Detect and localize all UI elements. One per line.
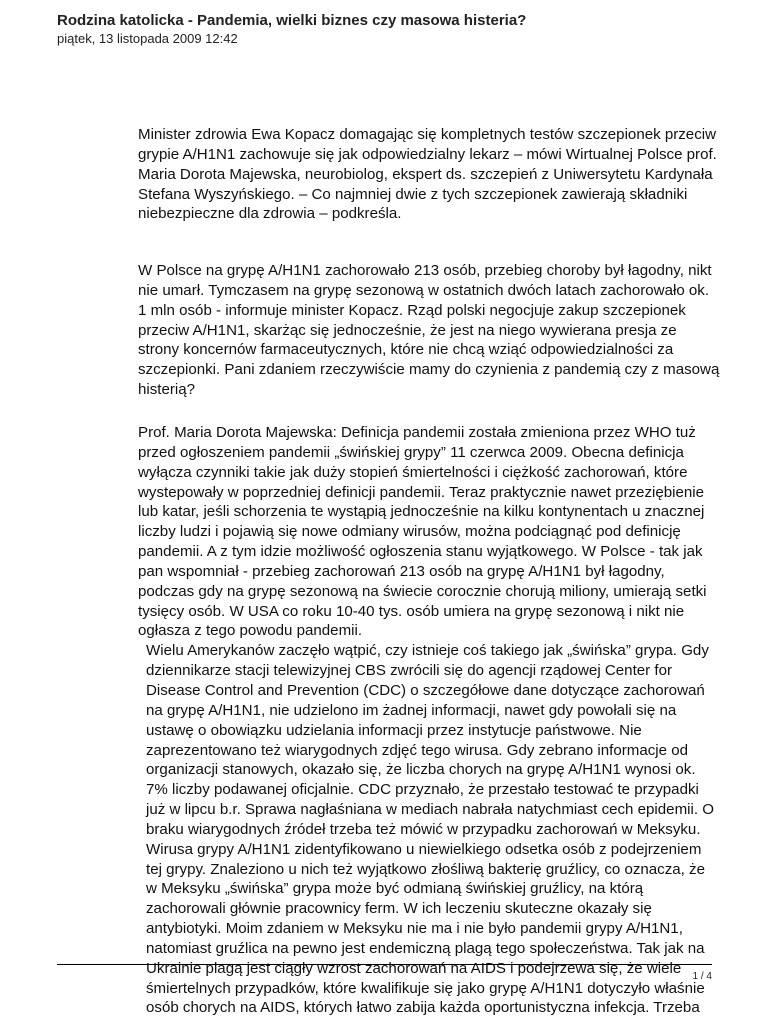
page-number: 1 / 4 bbox=[692, 971, 712, 982]
paragraph-question: W Polsce na grypę A/H1N1 zachorowało 213 osób, przebieg choroby był łagodny, nikt nie umarł. Tymczasem na grypę sezonową w ostatnich dwóch latach zachorowało ok. 1 mln osób - informuje minister Kopacz. Rząd polski negocjuje zakup szczepionek przeciw A/H1N1, skarżąc się jednocześnie, że jest na niego wywierana presja ze strony koncernów farmaceutycznych, które nie chcą wziąć odpowiedzialności za szczepionki. Pani zdaniem rzeczywiście mamy do czynienia z pandemią czy z masową histerią? bbox=[138, 262, 720, 399]
answer-part-2: Wielu Amerykanów zaczęło wątpić, czy istnieje coś takiego jak „świńska” grypa. Gdy dziennikarze stacji telewizyjnej CBS zwrócili się do agencji rządowej Center for Disease Control and Prevention (CDC) o szczegółowe dane dotyczące zachorowań na grypę A/H1N1, nie udzielono im żadnej informacji, nawet gdy powołali się na ustawę o obowiązku udzielania informacji przez instytucje państwowe. Nie zaprezentowano też wiarygodnych zdjęć tego wirusa. Gdy zebrano informacje od organizacji stanowych, okazało się, że liczba chorych na grypę A/H1N1 wynosi ok. 7% liczby podawanej oficjalnie. CDC przyznało, że przestało testować te przypadki już w lipcu b.r. Sprawa nagłaśniana w mediach nabrała natychmiast cech epidemii. O braku wiarygodnych źródeł trzeba też mówić w przypadku zachorowań w Meksyku. Wirusa grypy A/H1N1 zidentyfikowano u niewielkiego odsetka osób z podejrzeniem tej grypy. Znaleziono u nich też wyjątkowo złośliwą bakterię gruźlicy, co oznacza, że w Meksyku „świńska” grypa może być odmianą świńskiej gruźlicy, na którą zachorowali głównie pracownicy ferm. W ich leczeniu skuteczne okazały się antybiotyki. Moim zdaniem w Meksyku nie ma i nie było pandemii grypy A/H1N1, natomiast gruźlica na pewno jest endemiczną plagą tego społeczeństwa. Tak jak na Ukrainie plagą jest ciągły wzrost zachorowań na AIDS i podejrzewa się, że wiele śmiertelnych przypadków, które kwalifikuje się jako grypę A/H1N1 dotyczyło właśnie osób chorych na AIDS, których łatwo zabija każda oportunistyczna infekcja. Trzeba bbox=[146, 642, 714, 1017]
paragraph-intro: Minister zdrowia Ewa Kopacz domagając się kompletnych testów szczepionek przeciw grypie A/H1N1 zachowuje się jak odpowiedzialny lekarz – mówi Wirtualnej Polsce prof. Maria Dorota Majewska, neurobiolog, ekspert ds. szczepień z Uniwersytetu Kardynała Stefana Wyszyńskiego. – Co najmniej dwie z tych szczepionek zawierają składniki niebezpieczne dla zdrowia – podkreśla. bbox=[138, 126, 717, 223]
paragraph-answer bbox=[138, 423, 720, 1018]
footer-divider bbox=[57, 964, 712, 965]
answer-part-1: Prof. Maria Dorota Majewska: Definicja pandemii została zmieniona przez WHO tuż przed ogłoszeniem pandemii „świńskiej grypy” 11 czerwca 2009. Obecna definicja wyłącza czynniki takie jak duży stopień śmiertelności i ciężkość zachorowań, które wystepowały w poprzedniej definicji pandemii. Teraz praktycznie nawet przeziębienie lub katar, jeśli schorzenia te wystąpią jednocześnie na kilku kontynentach u znacznej liczby ludzi i pojawią się nowe odmiany wirusów, można podciągnąć pod definicję pandemii. A z tym idzie możliwość ogłoszenia stanu wyjątkowego. W Polsce - tak jak pan wspomniał - przebieg zachorowań 213 osób na grypę A/H1N1 był łagodny, podczas gdy na grypę sezonową na świecie corocznie chorują miliony, umierają setki tysięcy osób. W USA co roku 10-40 tys. osób umiera na grypę sezonową i nikt nie ogłasza z tego powodu pandemii. bbox=[138, 424, 707, 640]
publication-date: piątek, 13 listopada 2009 12:42 bbox=[57, 31, 238, 46]
document-title: Rodzina katolicka - Pandemia, wielki biznes czy masowa histeria? bbox=[57, 12, 527, 29]
